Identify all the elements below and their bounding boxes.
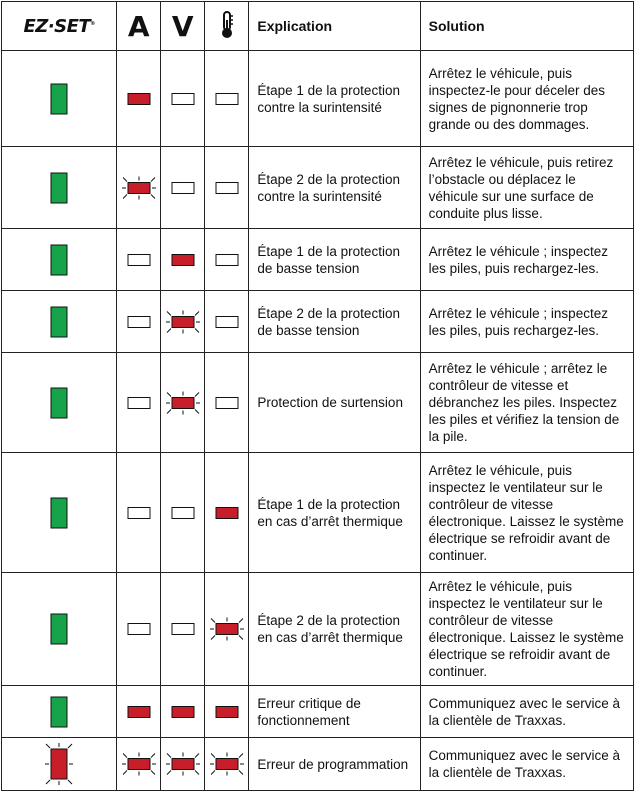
cell-led-v [161, 51, 205, 147]
table-row [2, 291, 634, 353]
thermometer-icon [219, 10, 235, 40]
cell-led-v [161, 738, 205, 791]
led-ez-green-icon [40, 379, 78, 427]
led-a-red-icon [119, 697, 159, 727]
led-a-off-icon [119, 388, 159, 418]
led-a-red-blink-icon [119, 173, 159, 203]
cell-led-ez [2, 51, 117, 147]
led-t-red-icon [207, 697, 247, 727]
cell-led-a [117, 738, 161, 791]
explanation-cell: Erreur critique de fonctionnement [249, 686, 420, 738]
table-row [2, 51, 634, 147]
led-v-red-blink-icon [163, 388, 203, 418]
led-a-off-icon [119, 614, 159, 644]
cell-led-a [117, 147, 161, 229]
led-v-red-icon [163, 245, 203, 275]
explanation-cell: Étape 1 de la protection contre la surintensité [249, 51, 420, 147]
header-amps [117, 2, 161, 51]
led-t-off-icon [207, 307, 247, 337]
led-v-off-icon [163, 614, 203, 644]
led-t-red-icon [207, 498, 247, 528]
ezset-logo: EZ·SET® [23, 15, 95, 37]
led-v-red-icon [163, 697, 203, 727]
cell-led-t [205, 291, 249, 353]
explanation-cell: Étape 1 de la protection de basse tension [249, 229, 420, 291]
led-a-off-icon [119, 307, 159, 337]
explanation-cell: Étape 2 de la protection de basse tension [249, 291, 420, 353]
led-a-off-icon [119, 245, 159, 275]
led-ez-green-icon [40, 489, 78, 537]
cell-led-t [205, 353, 249, 453]
cell-led-ez [2, 353, 117, 453]
cell-led-ez [2, 229, 117, 291]
solution-cell: Communiquez avec le service à la clientèle de Traxxas. [420, 738, 633, 791]
solution-cell: Arrêtez le véhicule, puis retirez l’obstacle ou déplacez le véhicule sur une surface de conduite plus lisse. [420, 147, 633, 229]
solution-cell: Arrêtez le véhicule, puis inspectez-le pour déceler des signes de pignonnerie trop grande ou des dommages. [420, 51, 633, 147]
explanation-cell: Erreur de programmation [249, 738, 420, 791]
cell-led-a [117, 51, 161, 147]
led-a-off-icon [119, 498, 159, 528]
led-status-table [1, 1, 634, 791]
led-v-off-icon [163, 498, 203, 528]
explanation-cell: Étape 2 de la protection contre la surintensité [249, 147, 420, 229]
cell-led-v [161, 453, 205, 573]
table-row [2, 147, 634, 229]
cell-led-v [161, 291, 205, 353]
solution-cell: Arrêtez le véhicule ; arrêtez le contrôleur de vitesse et débranchez les piles. Inspectez les piles et vérifiez la tension de la pile. [420, 353, 633, 453]
header-volts [161, 2, 205, 51]
cell-led-t [205, 147, 249, 229]
led-ez-green-icon [40, 75, 78, 123]
led-v-red-blink-icon [163, 307, 203, 337]
cell-led-a [117, 353, 161, 453]
header-ezset [2, 2, 117, 51]
table-row [2, 353, 634, 453]
cell-led-ez [2, 453, 117, 573]
led-t-off-icon [207, 84, 247, 114]
led-ez-green-icon [40, 164, 78, 212]
cell-led-a [117, 291, 161, 353]
led-v-off-icon [163, 173, 203, 203]
explanation-cell: Étape 1 de la protection en cas d’arrêt thermique [249, 453, 420, 573]
table-row [2, 453, 634, 573]
solution-cell: Communiquez avec le service à la clientèle de Traxxas. [420, 686, 633, 738]
led-t-red-blink-icon [207, 749, 247, 779]
cell-led-t [205, 453, 249, 573]
solution-cell: Arrêtez le véhicule, puis inspectez le ventilateur sur le contrôleur de vitesse électronique. Laissez le système électrique se refroidir avant de continuer. [420, 573, 633, 686]
led-v-red-blink-icon [163, 749, 203, 779]
cell-led-a [117, 453, 161, 573]
cell-led-t [205, 573, 249, 686]
led-a-red-blink-icon [119, 749, 159, 779]
led-ez-green-icon [40, 605, 78, 653]
led-t-off-icon [207, 245, 247, 275]
cell-led-t [205, 51, 249, 147]
led-ez-green-icon [40, 236, 78, 284]
solution-cell: Arrêtez le véhicule, puis inspectez le ventilateur sur le contrôleur de vitesse électronique. Laissez le système électrique se refroidir avant de continuer. [420, 453, 633, 573]
table-row [2, 229, 634, 291]
led-t-off-icon [207, 173, 247, 203]
cell-led-v [161, 353, 205, 453]
table-row [2, 573, 634, 686]
cell-led-ez [2, 291, 117, 353]
explanation-cell: Protection de surtension [249, 353, 420, 453]
cell-led-t [205, 686, 249, 738]
cell-led-ez [2, 147, 117, 229]
cell-led-ez [2, 686, 117, 738]
led-v-off-icon [163, 84, 203, 114]
led-t-off-icon [207, 388, 247, 418]
led-a-red-icon [119, 84, 159, 114]
cell-led-v [161, 686, 205, 738]
cell-led-a [117, 573, 161, 686]
cell-led-ez [2, 573, 117, 686]
amps-letter: A [127, 9, 150, 43]
header-solution: Solution [420, 2, 633, 51]
led-ez-green-icon [40, 688, 78, 736]
cell-led-ez [2, 738, 117, 791]
table-row [2, 738, 634, 791]
explanation-cell: Étape 2 de la protection en cas d’arrêt thermique [249, 573, 420, 686]
header-explanation: Explication [249, 2, 420, 51]
cell-led-a [117, 229, 161, 291]
volts-letter: V [171, 9, 194, 43]
header-temp [205, 2, 249, 51]
header-row [2, 2, 634, 51]
cell-led-t [205, 738, 249, 791]
cell-led-v [161, 147, 205, 229]
solution-cell: Arrêtez le véhicule ; inspectez les piles, puis rechargez-les. [420, 291, 633, 353]
cell-led-v [161, 229, 205, 291]
cell-led-v [161, 573, 205, 686]
cell-led-a [117, 686, 161, 738]
cell-led-t [205, 229, 249, 291]
led-t-red-blink-icon [207, 614, 247, 644]
led-ez-green-icon [40, 298, 78, 346]
solution-cell: Arrêtez le véhicule ; inspectez les piles, puis rechargez-les. [420, 229, 633, 291]
led-ez-red-blink-icon [40, 740, 78, 788]
table-row [2, 686, 634, 738]
